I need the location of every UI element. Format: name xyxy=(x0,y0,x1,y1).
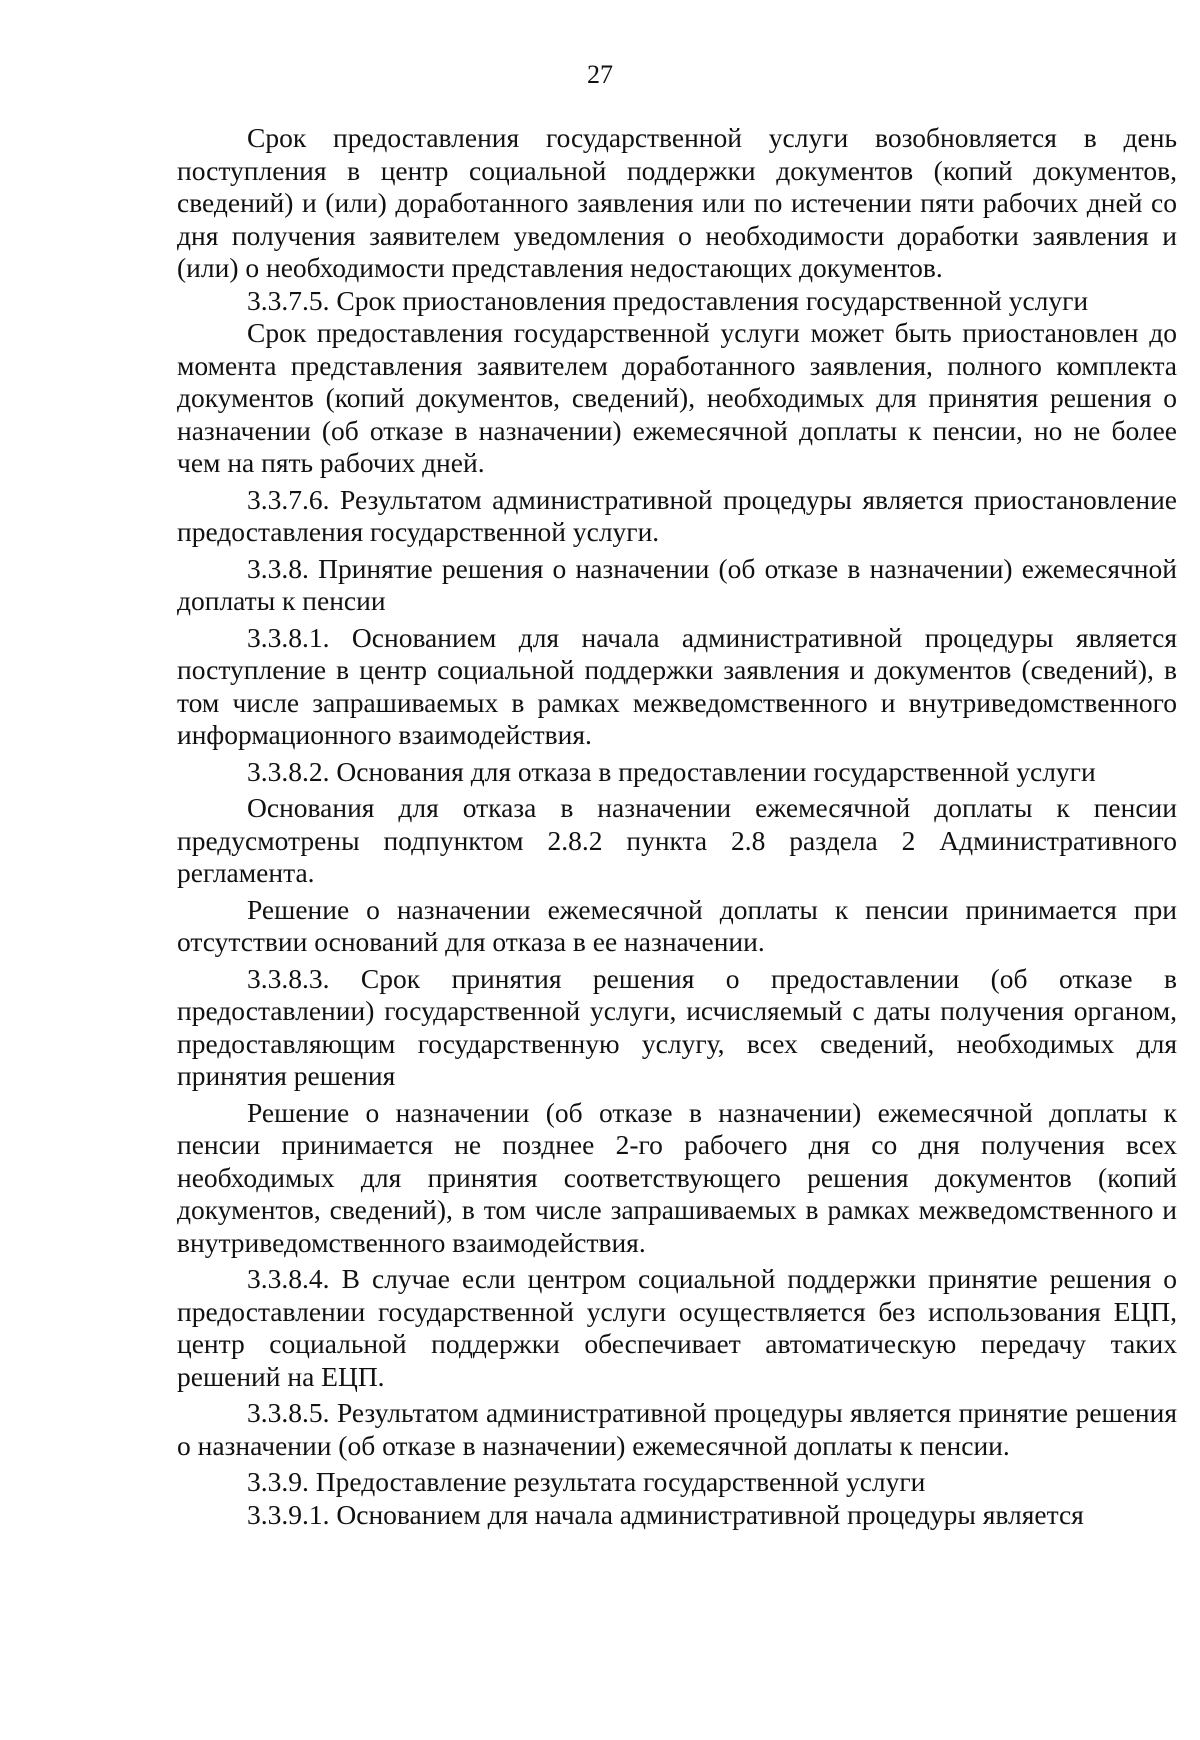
paragraph-decision-no-grounds: Решение о назначении ежемесячной доплаты к пенсии принимается при отсутствии оснований для отказа в ее назначении. xyxy=(177,893,1177,957)
paragraph-3-3-7-6: 3.3.7.6. Результатом административной процедуры является приостановление предоставления государственной услуги. xyxy=(177,483,1177,547)
paragraph-3-3-8-heading: 3.3.8. Принятие решения о назначении (об отказе в назначении) ежемесячной доплаты к пенсии xyxy=(177,552,1177,616)
paragraph-3-3-7-5-heading: 3.3.7.5. Срок приостановления предоставления государственной услуги xyxy=(247,284,1089,316)
page-number: 27 xyxy=(587,60,613,89)
document-body xyxy=(177,122,1177,1531)
paragraph-3-3-8-4: 3.3.8.4. В случае если центром социальной поддержки принятие решения о предоставлении государственной услуги осуществляется без использования ЕЦП, центр социальной поддержки обеспечивает автоматическую передачу таких решений на ЕЦП. xyxy=(177,1263,1177,1392)
paragraph-3-3-9-heading: 3.3.9. Предоставление результата государственной услуги xyxy=(247,1466,926,1497)
paragraph-3-3-8-5: 3.3.8.5. Результатом административной процедуры является принятие решения о назначении (об отказе в назначении) ежемесячной доплаты к пенсии. xyxy=(177,1397,1177,1461)
paragraph-decision-deadline: Решение о назначении (об отказе в назначении) ежемесячной доплаты к пенсии принимается не позднее 2-го рабочего дня со дня получения всех необходимых для принятия соответствующего решения документов (копий документов, сведений), в том числе запрашиваемых в рамках межведомственного и внутриведомственного взаимодействия. xyxy=(177,1096,1177,1258)
paragraph-3-3-8-3-heading: 3.3.8.3. Срок принятия решения о предоставлении (об отказе в предоставлении) государственной услуги, исчисляемый с даты получения органом, предоставляющим государственную услугу, всех сведений, необходимых для принятия решения xyxy=(177,962,1177,1091)
paragraph-resume-term: Срок предоставления государственной услуги возобновляется в день поступления в центр социальной поддержки документов (копий документов, сведений) и (или) доработанного заявления или по истечении пяти рабочих дней со дня получения заявителем уведомления о необходимости доработки заявления и (или) о необходимости представления недостающих документов. xyxy=(177,122,1177,283)
paragraph-suspension-term: Срок предоставления государственной услуги может быть приостановлен до момента представления заявителем доработанного заявления, полного комплекта документов (копий документов, сведений), необходимых для принятия решения о назначении (об отказе в назначении) ежемесячной доплаты к пенсии, но не более чем на пять рабочих дней. xyxy=(177,317,1177,478)
paragraph-refusal-grounds: Основания для отказа в назначении ежемесячной доплаты к пенсии предусмотрены подпунктом 2.8.2 пункта 2.8 раздела 2 Административного регламента. xyxy=(177,792,1177,888)
paragraph-3-3-9-1: 3.3.9.1. Основанием для начала административной процедуры является xyxy=(247,1498,1084,1530)
paragraph-3-3-8-2-heading: 3.3.8.2. Основания для отказа в предоставлении государственной услуги xyxy=(247,755,1096,787)
paragraph-3-3-8-1: 3.3.8.1. Основанием для начала административной процедуры является поступление в центр социальной поддержки заявления и документов (сведений), в том числе запрашиваемых в рамках межведомственного и внутриведомственного информационного взаимодействия. xyxy=(177,621,1177,750)
